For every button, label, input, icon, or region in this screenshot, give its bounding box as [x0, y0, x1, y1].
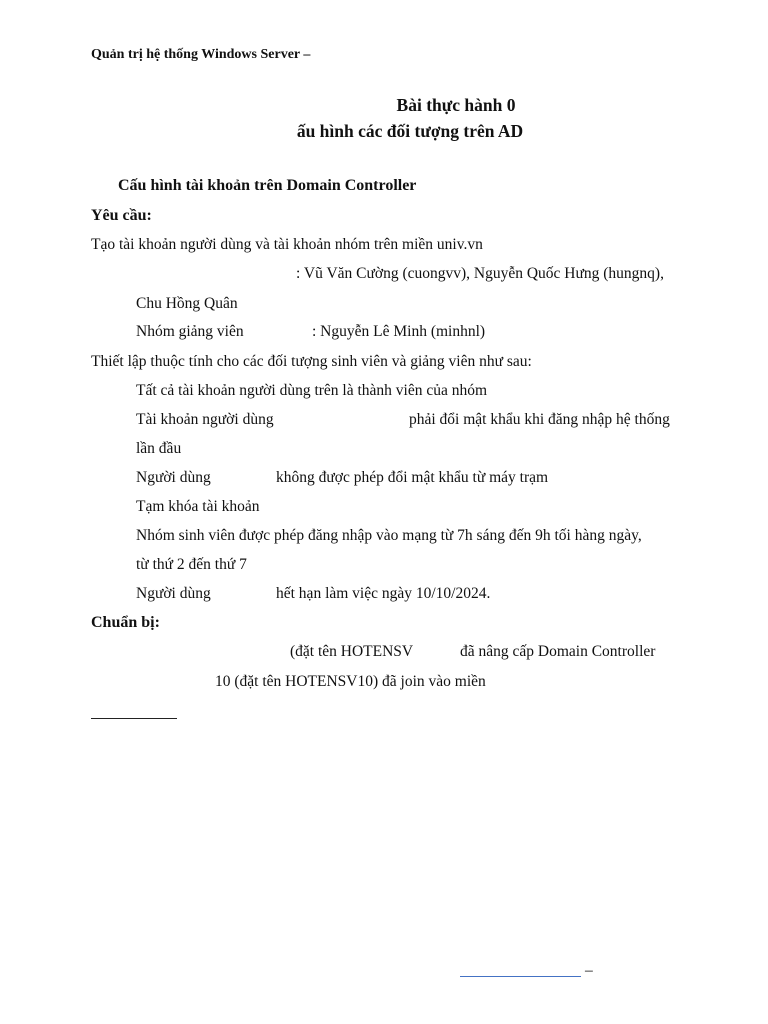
lecturer-value: : Nguyễn Lê Minh (minhnl)	[312, 323, 486, 340]
preparation-line-1a: (đặt tên HOTENSV	[290, 643, 414, 660]
footer-link-underline	[460, 976, 581, 977]
list-item: Nhóm sinh viên được phép đăng nhập vào mạng từ 7h sáng đến 9h tối hàng ngày,	[136, 527, 642, 544]
requirements-label: Yêu cầu:	[91, 207, 152, 224]
list-item: Tài khoản người dùng	[136, 411, 274, 428]
footer-dash: –	[585, 962, 593, 979]
list-item-value: hết hạn làm việc ngày 10/10/2024.	[276, 585, 491, 602]
properties-intro: Thiết lập thuộc tính cho các đối tượng sinh viên và giảng viên như sau:	[91, 353, 532, 370]
list-item: Người dùng	[136, 469, 211, 486]
title-line-1: Bài thực hành 0	[396, 95, 516, 115]
students-line: : Vũ Văn Cường (cuongvv), Nguyễn Quốc Hưng (hungnq),	[296, 265, 664, 282]
preparation-line-1b: đã nâng cấp Domain Controller	[460, 643, 656, 660]
list-item: Tất cả tài khoản người dùng trên là thành viên của nhóm	[136, 382, 488, 399]
list-item-continuation: lần đầu	[136, 440, 182, 457]
requirements-intro: Tạo tài khoản người dùng và tài khoản nhóm trên miền univ.vn	[91, 236, 483, 253]
header-text: Quản trị hệ thống Windows Server –	[91, 47, 311, 62]
list-item-value: phải đổi mật khẩu khi đăng nhập hệ thống	[409, 411, 670, 428]
section-heading: Cấu hình tài khoản trên Domain Controller	[118, 177, 417, 194]
preparation-line-2: 10 (đặt tên HOTENSV10) đã join vào miền	[215, 673, 486, 690]
title-line-2: ấu hình các đối tượng trên AD	[296, 121, 524, 141]
footnote-separator	[91, 718, 177, 719]
preparation-label: Chuẩn bị:	[91, 614, 160, 631]
list-item-value: không được phép đổi mật khẩu từ máy trạm	[276, 469, 549, 486]
list-item: Người dùng	[136, 585, 211, 602]
list-item-continuation: từ thứ 2 đến thứ 7	[136, 556, 247, 573]
students-continuation: Chu Hồng Quân	[136, 295, 238, 312]
lecturer-label: Nhóm giảng viên	[136, 323, 244, 340]
list-item: Tạm khóa tài khoản	[136, 498, 260, 515]
